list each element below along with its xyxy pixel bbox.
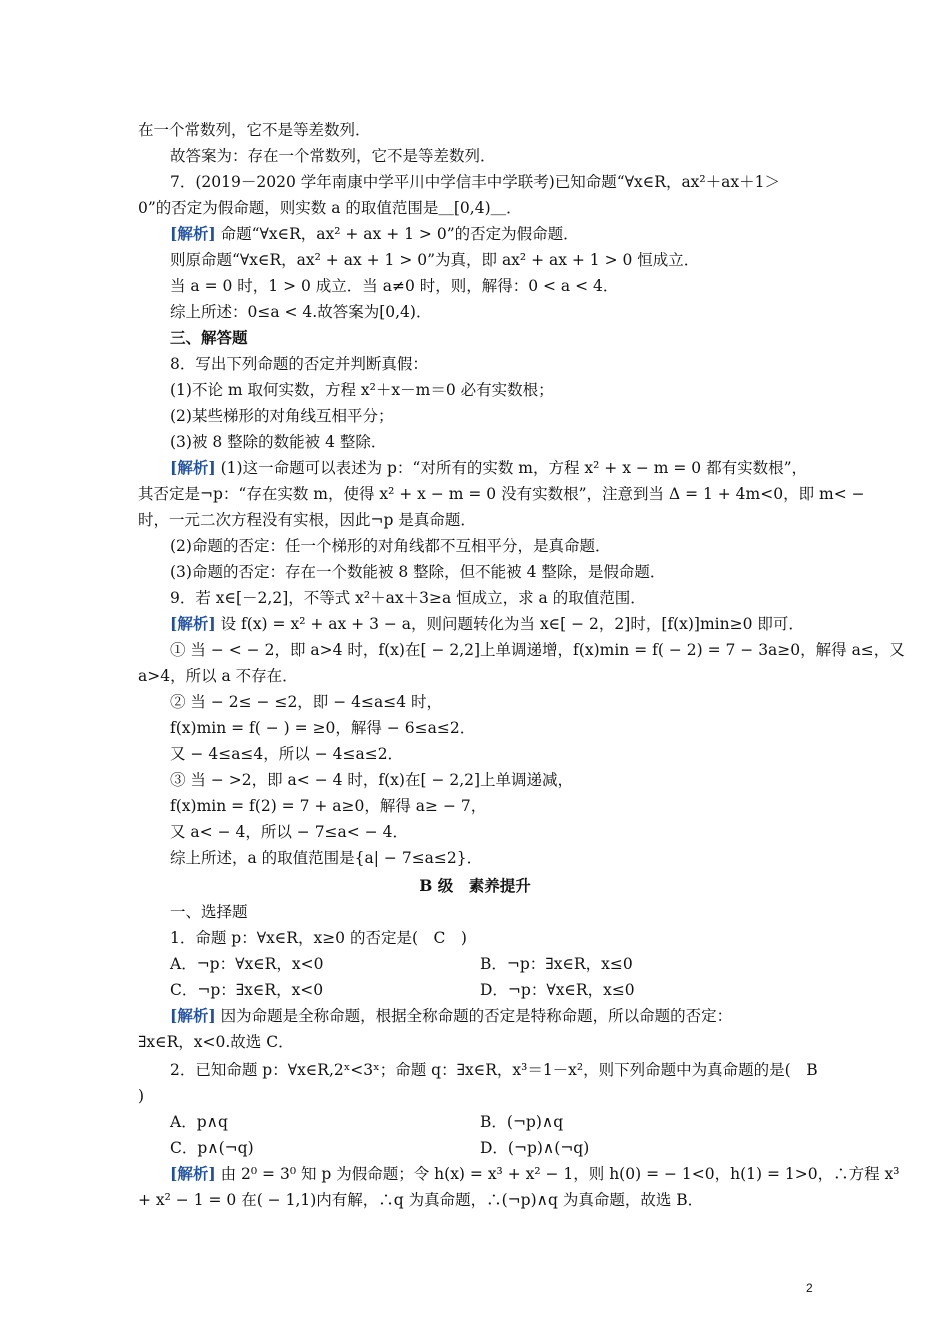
- line-1: 在一个常数列，它不是等差数列．: [138, 121, 371, 139]
- q2-title: 2．已知命题 p：∀x∈R,2ˣ<3ˣ；命题 q：∃x∈R，x³＝1－x²，则下列命题中为真命题的是( B: [170, 1061, 818, 1079]
- analysis-text: 因为命题是全称命题，根据全称命题的否定是特称命题，所以命题的否定：: [220, 1007, 733, 1025]
- section-heading-solve: 三、解答题: [170, 328, 248, 347]
- analysis-text: (1)这一命题可以表述为 p：“对所有的实数 m，方程 x² + x − m = 0 都有实数根”，: [220, 459, 808, 477]
- analysis-tag: [解析]: [170, 458, 216, 477]
- line-18: (3)命题的否定：存在一个数能被 8 整除，但不能被 4 整除，是假命题．: [170, 563, 666, 581]
- analysis-tag: [解析]: [170, 614, 216, 633]
- q1-option-a: A．¬p：∀x∈R，x<0: [170, 955, 324, 973]
- analysis-text: 由 2⁰ = 3⁰ 知 p 为假命题；令 h(x) = x³ + x² − 1，则 h(0) = − 1<0，h(1) = 1>0，∴方程 x³: [220, 1165, 900, 1183]
- line-15: 其否定是¬p：“存在实数 m，使得 x² + x − m = 0 没有实数根”，注意到当 Δ = 1 + 4m<0，即 m< −: [138, 485, 865, 503]
- analysis-tag: [解析]: [170, 224, 216, 243]
- q2-option-d: D．(¬p)∧(¬q): [480, 1139, 590, 1157]
- analysis-7: [170, 224, 579, 244]
- analysis-tag: [解析]: [170, 1006, 216, 1025]
- line-28: 又 a< − 4，所以 − 7≤a< − 4．: [170, 823, 408, 841]
- page-number: 2: [806, 1281, 813, 1295]
- q8-2: (2)某些梯形的对角线互相平分；: [170, 407, 394, 425]
- line-6: 则原命题“∀x∈R，ax² + ax + 1 > 0”为真，即 ax² + ax + 1 > 0 恒成立．: [170, 251, 700, 269]
- line-38: ∃x∈R，x<0.故选 C．: [138, 1033, 294, 1051]
- line-25: 又 − 4≤a≤4，所以 − 4≤a≤2．: [170, 745, 404, 763]
- q8-1: (1)不论 m 取何实数，方程 x²＋x－m＝0 必有实数根；: [170, 381, 554, 399]
- q2-option-a: A．p∧q: [170, 1113, 228, 1131]
- line-26: ③ 当 − >2，即 a< − 4 时，f(x)在[ − 2,2]上单调递减，: [170, 771, 574, 789]
- analysis-q2: [170, 1164, 899, 1184]
- q1-title: 1．命题 p：∀x∈R，x≥0 的否定是( C ): [170, 929, 467, 947]
- q9-title: 9．若 x∈[－2,2]，不等式 x²＋ax＋3≥a 恒成立，求 a 的取值范围．: [170, 589, 646, 607]
- line-27: f(x)min = f(2) = 7 + a≥0，解得 a≥ − 7，: [170, 797, 487, 815]
- q1-option-c: C．¬p：∃x∈R，x<0: [170, 981, 324, 999]
- line-4: 0”的否定为假命题，则实数 a 的取值范围是＿[0,4)＿．: [138, 199, 522, 217]
- line-46: + x² − 1 = 0 在( − 1,1)内有解，∴q 为真命题，∴(¬p)∧q 为真命题，故选 B．: [138, 1191, 704, 1209]
- q1-option-d: D．¬p：∀x∈R，x≤0: [480, 981, 635, 999]
- line-23: ② 当 − 2≤ − ≤2，即 − 4≤a≤4 时，: [170, 693, 443, 711]
- q8-3: (3)被 8 整除的数能被 4 整除．: [170, 433, 387, 451]
- q2-option-b: B．(¬p)∧q: [480, 1113, 564, 1131]
- analysis-9: [170, 614, 804, 634]
- line-17: (2)命题的否定：任一个梯形的对角线都不互相平分，是真命题．: [170, 537, 611, 555]
- line-7: 当 a = 0 时，1 > 0 成立．当 a≠0 时，则，解得：0 < a < 4．: [170, 277, 619, 295]
- analysis-text: 命题“∀x∈R，ax² + ax + 1 > 0”的否定为假命题．: [220, 225, 579, 243]
- analysis-q1: [170, 1006, 732, 1026]
- q2-title-cont: ): [138, 1087, 145, 1105]
- analysis-text: 设 f(x) = x² + ax + 3 − a，则问题转化为当 x∈[ − 2，2]时，[f(x)]min≥0 即可．: [220, 615, 804, 633]
- line-29: 综上所述，a 的取值范围是{a| − 7≤a≤2}．: [170, 849, 483, 867]
- line-21: ① 当 − < − 2，即 a>4 时，f(x)在[ − 2,2]上单调递增，f(x)min = f( − 2) = 7 − 3a≥0，解得 a≤，又: [170, 641, 905, 659]
- q1-option-b: B．¬p：∃x∈R，x≤0: [480, 955, 633, 973]
- analysis-8: [170, 458, 807, 478]
- section-heading-b: B 级 素养提升: [419, 876, 531, 895]
- q2-option-c: C．p∧(¬q): [170, 1139, 254, 1157]
- line-24: f(x)min = f( − ) = ≥0，解得 − 6≤a≤2．: [170, 719, 476, 737]
- line-3: 7．(2019－2020 学年南康中学平川中学信丰中学联考)已知命题“∀x∈R，ax²＋ax＋1＞: [170, 173, 780, 191]
- section-choice: 一、选择题: [170, 903, 248, 921]
- q8-title: 8．写出下列命题的否定并判断真假：: [170, 355, 428, 373]
- line-2: 故答案为：存在一个常数列，它不是等差数列．: [170, 147, 496, 165]
- line-16: 时，一元二次方程没有实根，因此¬p 是真命题．: [138, 511, 476, 529]
- analysis-tag: [解析]: [170, 1164, 216, 1183]
- line-22: a>4，所以 a 不存在．: [138, 667, 298, 685]
- line-8: 综上所述：0≤a < 4.故答案为[0,4)．: [170, 303, 432, 321]
